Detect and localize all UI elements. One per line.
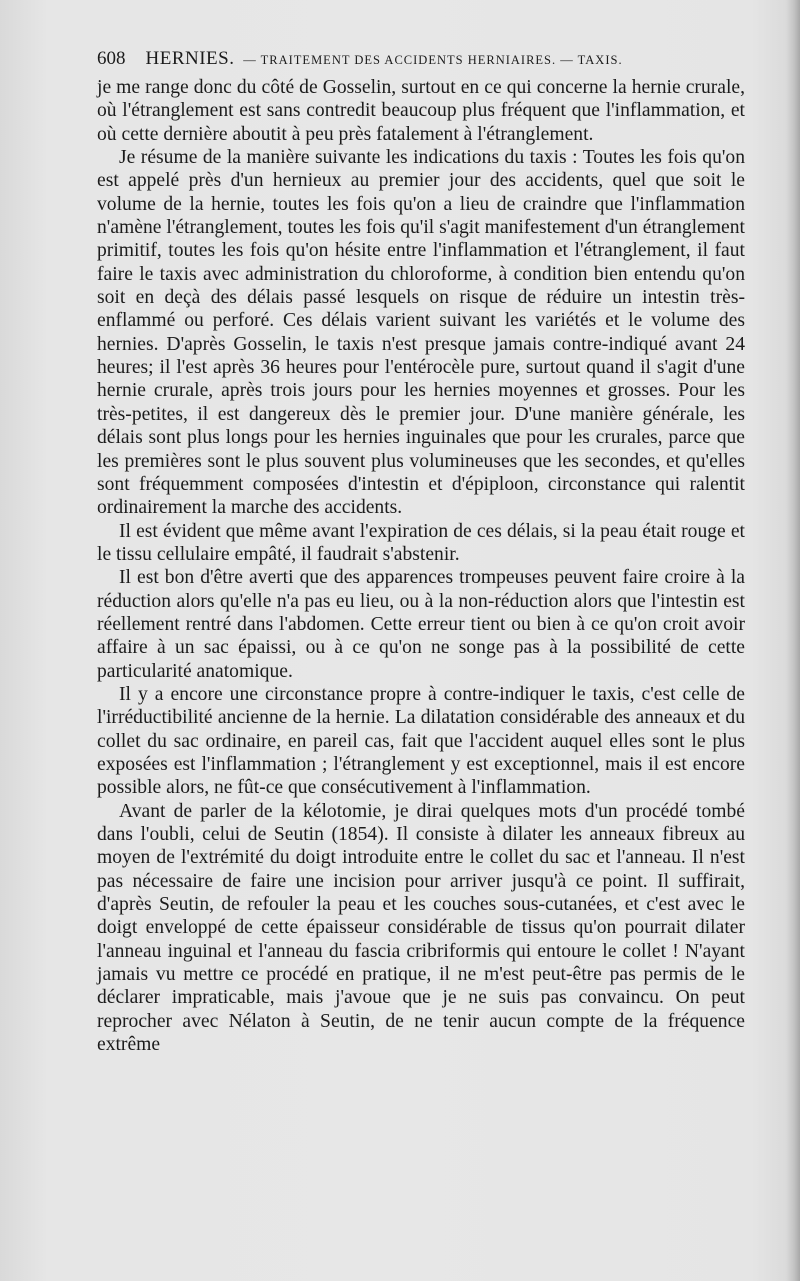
paragraph: Je résume de la manière suivante les indications du taxis : Toutes les fois qu'on est appelé près d'un hernieux au premier jour des accidents, quel que soit le volume de la hernie, toutes les fois qu'on a lieu de craindre que l'inflammation n'amène l'étranglement, toutes les fois qu'il s'agit manifestement d'un étranglement primitif, toutes les fois qu'on hésite entre l'inflammation et l'étranglement, il faut faire le taxis avec administration du chloroforme, à condition bien entendu qu'on soit en deçà des délais passé lesquels on risque de réduire un intestin très-enflammé ou perforé. Ces délais varient suivant les variétés et le volume des hernies. D'après Gosselin, le taxis n'est presque jamais contre-indiqué avant 24 heures; il l'est après 36 heures pour l'entérocèle pure, surtout quand il s'agit d'une hernie crurale, après trois jours pour les hernies moyennes et grosses. Pour les très-petites, il est dangereux dès le premier jour. D'une manière générale, les délais sont plus longs pour les hernies inguinales que pour les crurales, parce que les premières sont le plus souvent plus volumineuses que les secondes, et qu'elles sont fréquemment composées d'intestin et d'épiploon, circonstance qui ralentit ordinairement la marche des accidents. <box>97 147 745 519</box>
paragraph: Avant de parler de la kélotomie, je dirai quelques mots d'un procédé tombé dans l'oubli, celui de Seutin (1854). Il consiste à dilater les anneaux fibreux au moyen de l'extrémité du doigt introduite entre le collet du sac et l'anneau. Il n'est pas nécessaire de faire une incision pour arriver jusqu'à ce point. Il suffirait, d'après Seutin, de refouler la peau et les couches sous-cutanées, et c'est avec le doigt enveloppé de cette épaisseur considérable de tissus qu'on pourrait dilater l'anneau inguinal et l'anneau du fascia cribriformis qui entoure le collet ! N'ayant jamais vu mettre ce procédé en pratique, il ne m'est peut-être pas permis de le déclarer impraticable, mais j'avoue que je ne suis pas convaincu. On peut reprocher avec Nélaton à Seutin, de ne tenir aucun compte de la fréquence extrême <box>97 800 745 1056</box>
running-title: — TRAITEMENT DES ACCIDENTS HERNIAIRES. — TAXIS. <box>243 53 623 67</box>
paragraph: Il est évident que même avant l'expiration de ces délais, si la peau était rouge et le tissu cellulaire empâté, il faudrait s'abstenir. <box>97 520 745 565</box>
running-header <box>97 44 745 74</box>
body-text <box>97 76 745 1056</box>
paragraph: Il est bon d'être averti que des apparences trompeuses peuvent faire croire à la réduction alors qu'elle n'a pas eu lieu, ou à la non-réduction alors que l'intestin est réellement rentré dans l'abdomen. Cette erreur tient ou bien à ce qu'on croit avoir affaire à un sac épaissi, ou à ce qu'on ne songe pas à la possibilité de cette particularité anatomique. <box>97 567 745 682</box>
section-title: HERNIES. <box>145 48 235 69</box>
paragraph: Il y a encore une circonstance propre à contre-indiquer le taxis, c'est celle de l'irréductibilité ancienne de la hernie. La dilatation considérable des anneaux et du collet du sac ordinaire, en pareil cas, fait que l'accident auquel elles sont le plus exposées est l'inflammation ; l'étranglement y est exceptionnel, mais il est encore possible alors, ne fût-ce que consécutivement à l'inflammation. <box>97 683 745 799</box>
paragraph: je me range donc du côté de Gosselin, surtout en ce qui concerne la hernie crurale, où l'étranglement est sans contredit beaucoup plus fréquent que l'inflammation, et où cette dernière aboutit à peu près fatalement à l'étranglement. <box>97 77 745 145</box>
page-number: 608 <box>97 48 126 69</box>
page-binding-shadow <box>786 0 800 1281</box>
